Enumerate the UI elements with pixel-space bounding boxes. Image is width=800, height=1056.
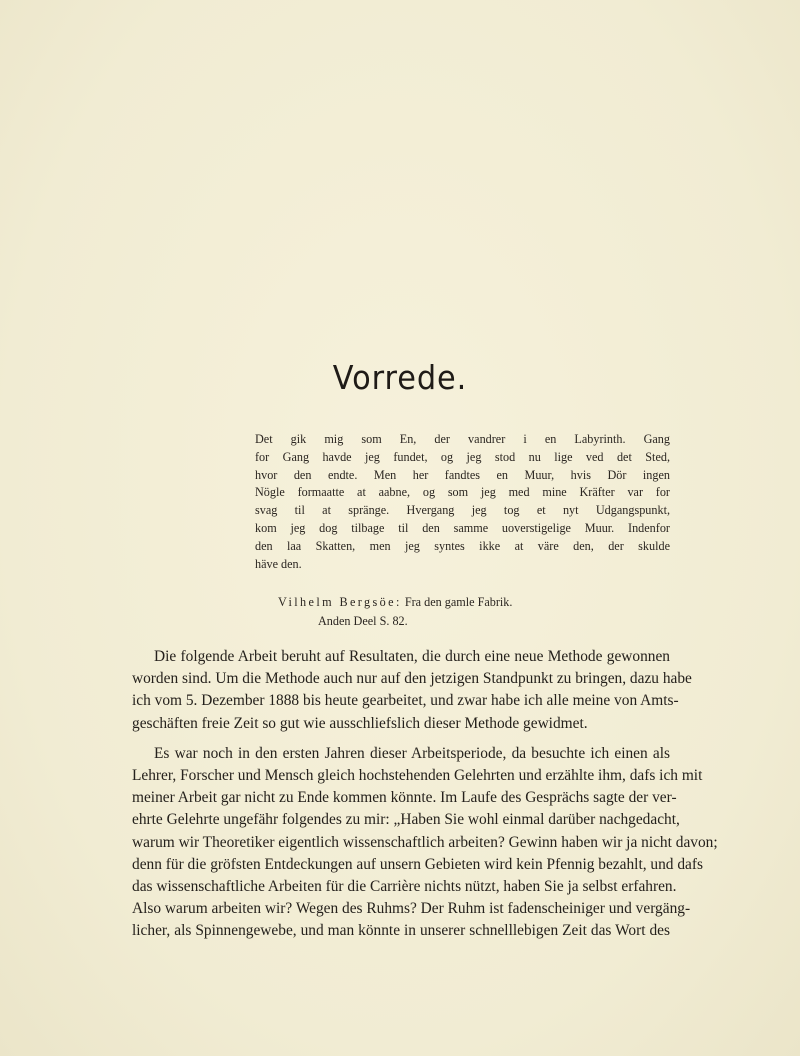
body-line: das wissenschaftliche Arbeiten für die Carrière nichts nützt, haben Sie ja selbst erfahren.	[132, 877, 677, 895]
epigraph-line: Det gik mig som En, der vandrer i en Labyrinth. Gang	[255, 432, 670, 446]
epigraph-line: svag til at spränge. Hvergang jeg tog et nyt Udgangspunkt,	[255, 503, 670, 518]
epigraph-line: häve den.	[255, 556, 302, 571]
epigraph-line: Nögle formaatte at aabne, og som jeg med mine Kräfter var for	[255, 485, 670, 500]
epigraph-source-detail: Anden Deel S. 82.	[318, 614, 408, 628]
body-line: denn für die gröfsten Entdeckungen auf unsern Gebieten wird kein Pfennig bezahlt, und dafs	[132, 855, 703, 873]
epigraph-author: Vilhelm Bergsöe:	[278, 595, 402, 609]
page-title: Vorrede.	[332, 358, 468, 397]
body-line: ich vom 5. Dezember 1888 bis heute gearbeitet, und zwar habe ich alle meine von Amts-	[132, 692, 679, 710]
body-line: licher, als Spinnengewebe, und man könnte in unserer schnelllebigen Zeit das Wort des	[132, 922, 670, 940]
body-line: Die folgende Arbeit beruht auf Resultaten, die durch eine neue Methode gewonnen	[154, 648, 670, 665]
epigraph-line: for Gang havde jeg fundet, og jeg stod nu lige ved det Sted,	[255, 449, 670, 464]
epigraph	[255, 431, 670, 573]
body-line: worden sind. Um die Methode auch nur auf den jetzigen Standpunkt zu bringen, dazu habe	[132, 670, 692, 688]
body-line: Also warum arbeiten wir? Wegen des Ruhms? Der Ruhm ist fadenscheiniger und vergäng-	[132, 900, 691, 918]
epigraph-line: den laa Skatten, men jeg syntes ikke at väre den, der skulde	[255, 538, 670, 553]
body-line: ehrte Gelehrte ungefähr folgendes zu mir: „Haben Sie wohl einmal darüber nachgedacht,	[132, 811, 680, 829]
body-text	[132, 646, 718, 942]
body-line: Es war noch in den ersten Jahren dieser Arbeitsperiode, da besuchte ich einen als	[154, 744, 670, 762]
paragraph-2	[132, 743, 718, 943]
paragraph-1	[132, 646, 692, 735]
body-line: meiner Arbeit gar nicht zu Ende kommen könnte. Im Laufe des Gesprächs sagte der ver-	[132, 789, 677, 807]
epigraph-line: kom jeg dog tilbage til den samme uoverstigelige Muur. Indenfor	[255, 520, 670, 535]
body-line: Lehrer, Forscher und Mensch gleich hochstehenden Gelehrten und erzählte ihm, dafs ich mit	[132, 766, 703, 784]
body-line: geschäften freie Zeit so gut wie ausschliefslich dieser Methode gewidmet.	[132, 714, 588, 732]
epigraph-line: hvor den endte. Men her fandtes en Muur, hvis Dör ingen	[255, 467, 670, 482]
paragraph-gap	[132, 735, 670, 743]
epigraph-attribution	[278, 593, 678, 631]
attribution-line	[278, 593, 678, 612]
epigraph-source: Fra den gamle Fabrik.	[404, 595, 513, 609]
body-line: warum wir Theoretiker eigentlich wissenschaftlich arbeiten? Gewinn haben wir ja nicht davon;	[132, 833, 718, 851]
